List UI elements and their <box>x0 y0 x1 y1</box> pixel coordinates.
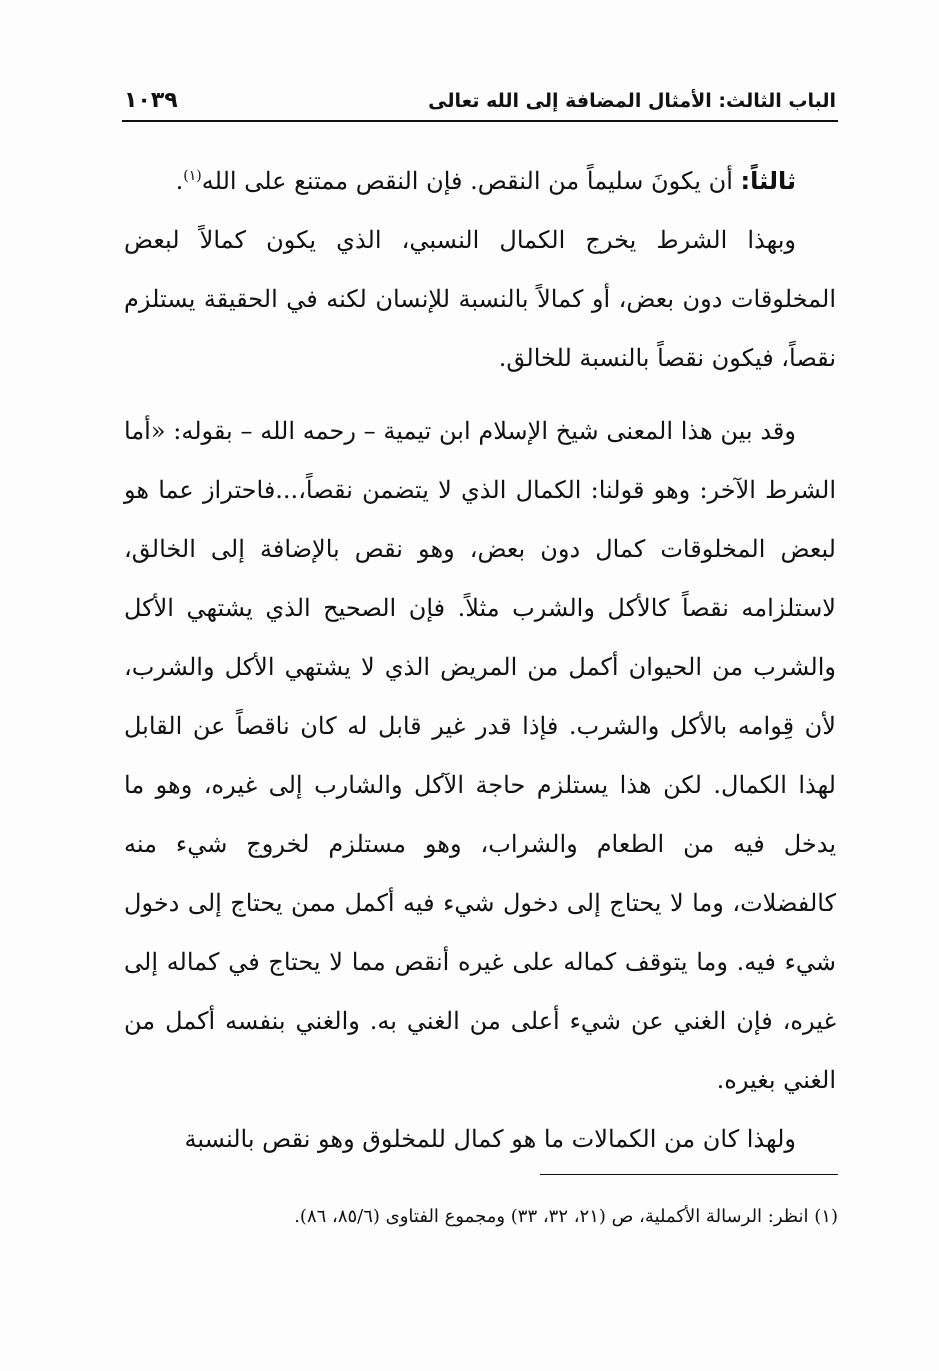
footnote-reference[interactable]: (١) <box>183 168 202 184</box>
paragraph-third-condition <box>124 152 836 211</box>
footnote: (١) انظر: الرسالة الأكملية، ص (٢١، ٣٢، ٣٣) ومجموع الفتاوى (٨٥/٦، ٨٦). <box>294 1206 838 1227</box>
page-number: ١٠٣٩ <box>124 88 178 113</box>
paragraph: ولهذا كان من الكمالات ما هو كمال للمخلوق وهو نقص بالنسبة <box>184 1125 796 1153</box>
main-text <box>124 152 836 1169</box>
section-lead: ثالثاً: <box>740 167 796 195</box>
paragraph-text: أن يكونَ سليماً من النقص. فإن النقص ممتنع على الله <box>201 167 741 195</box>
paragraph-end: . <box>175 167 184 195</box>
running-header <box>124 86 836 120</box>
chapter-title: الباب الثالث: الأمثال المضافة إلى الله تعالى <box>428 90 836 112</box>
header-divider <box>122 120 838 122</box>
paragraph: وبهذا الشرط يخرج الكمال النسبي، الذي يكون كمالاً لبعض المخلوقات دون بعض، أو كمالاً بالنسبة للإنسان لكنه في الحقيقة يستلزم نقصاً، فيكون نقصاً بالنسبة للخالق. <box>124 226 836 372</box>
footnote-divider <box>540 1174 838 1175</box>
paragraph-quotation: وقد بين هذا المعنى شيخ الإسلام ابن تيمية – رحمه الله – بقوله: «أما الشرط الآخر: وهو قولنا: الكمال الذي لا يتضمن نقصاً،...فاحتراز عما هو لبعض المخلوقات كمال دون بعض، وهو نقص بالإضافة إلى الخالق، لاستلزامه نقصاً كالأكل والشرب مثلاً. فإن الصحيح الذي يشتهي الأكل والشرب من الحيوان أكمل من المريض الذي لا يشتهي الأكل والشرب، لأن قِوامه بالأكل والشرب. فإذا قدر غير قابل له كان ناقصاً عن القابل لهذا الكمال. لكن هذا يستلزم حاجة الآكل والشارب إلى غيره، وهو ما يدخل فيه من الطعام والشراب، وهو مستلزم لخروج شيء منه كالفضلات، وما لا يحتاج إلى دخول شيء فيه أكمل ممن يحتاج إلى دخول شيء فيه. وما يتوقف كماله على غيره أنقص مما لا يحتاج في كماله إلى غيره، فإن الغني عن شيء أعلى من الغني به. والغني بنفسه أكمل من الغني بغيره. <box>124 417 836 1094</box>
